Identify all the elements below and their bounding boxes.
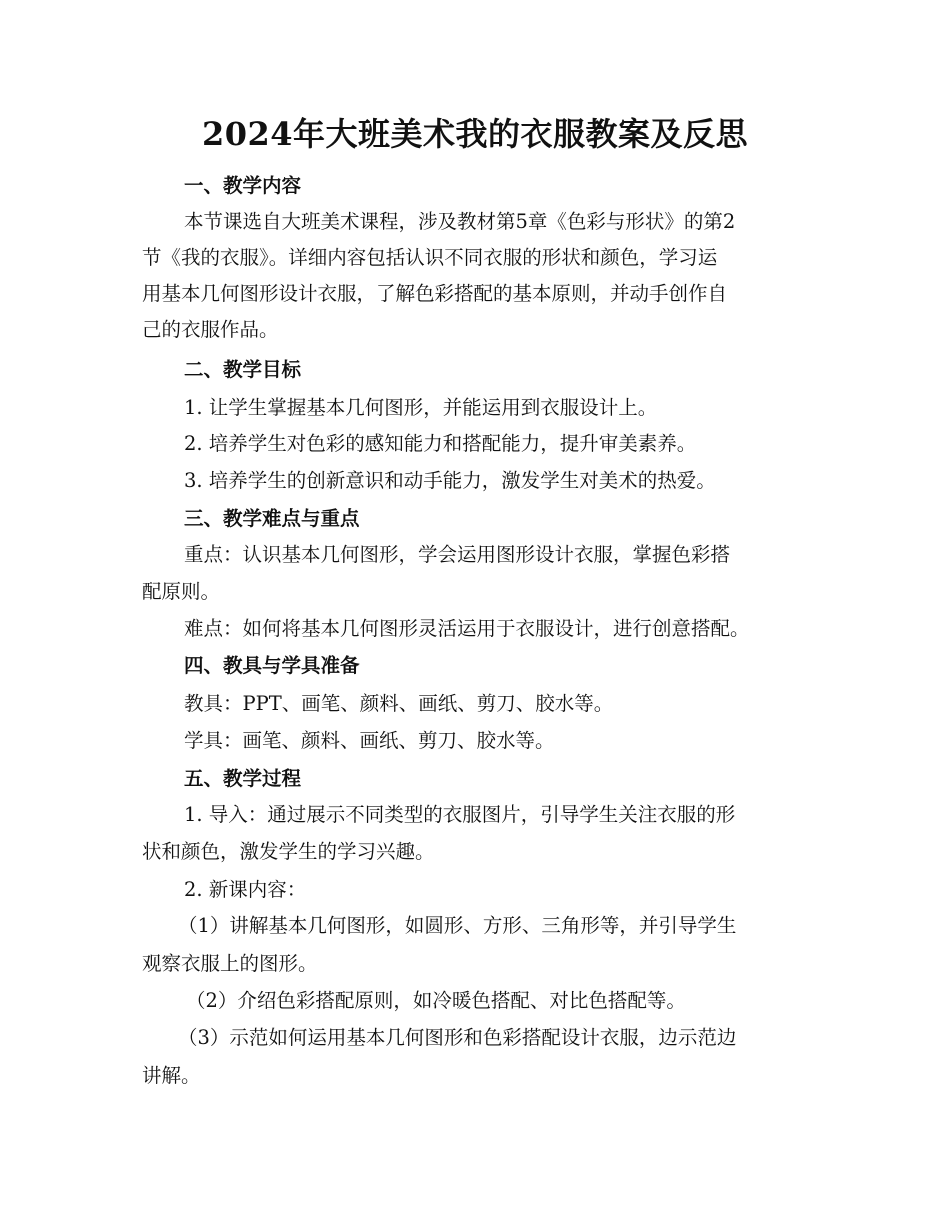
paragraph-line: 重点：认识基本几何图形，学会运用图形设计衣服，掌握色彩搭 [184,543,731,566]
list-item: 1. 导入：通过展示不同类型的衣服图片，引导学生关注衣服的形 [184,803,736,826]
sub-list-item: （2）介绍色彩搭配原则，如冷暖色搭配、对比色搭配等。 [186,989,686,1012]
paragraph-line: 讲解。 [142,1064,201,1087]
list-item: 2. 培养学生对色彩的感知能力和搭配能力，提升审美素养。 [184,432,697,455]
sub-list-item: （3）示范如何运用基本几何图形和色彩搭配设计衣服，边示范边 [178,1026,737,1049]
section-heading-key-points: 三、教学难点与重点 [184,507,360,530]
paragraph-line: 观察衣服上的图形。 [142,952,318,975]
paragraph-line: 难点：如何将基本几何图形灵活运用于衣服设计，进行创意搭配。 [184,617,750,640]
paragraph-line: 节《我的衣服》。详细内容包括认识不同衣服的形状和颜色，学习运 [142,246,718,269]
paragraph-line: 用基本几何图形设计衣服，了解色彩搭配的基本原则，并动手创作自 [142,282,728,305]
paragraph-line: 本节课选自大班美术课程，涉及教材第5章《色彩与形状》的第2 [184,210,736,233]
section-heading-content: 一、教学内容 [184,174,302,197]
section-heading-tools: 四、教具与学具准备 [184,654,360,677]
list-item: 1. 让学生掌握基本几何图形，并能运用到衣服设计上。 [184,396,658,419]
list-item: 3. 培养学生的创新意识和动手能力，激发学生对美术的热爱。 [184,469,716,492]
paragraph-line: 状和颜色，激发学生的学习兴趣。 [142,840,435,863]
paragraph-line: 学具：画笔、颜料、画纸、剪刀、胶水等。 [184,729,555,752]
sub-list-item: （1）讲解基本几何图形，如圆形、方形、三角形等，并引导学生 [178,914,737,937]
paragraph-line: 配原则。 [142,580,221,603]
section-heading-goals: 二、教学目标 [184,358,302,381]
section-heading-process: 五、教学过程 [184,767,302,790]
paragraph-line: 教具：PPT、画笔、颜料、画纸、剪刀、胶水等。 [184,692,614,715]
document-title: 2024年大班美术我的衣服教案及反思 [201,115,749,153]
list-item: 2. 新课内容： [184,878,307,901]
paragraph-line: 己的衣服作品。 [142,318,279,341]
